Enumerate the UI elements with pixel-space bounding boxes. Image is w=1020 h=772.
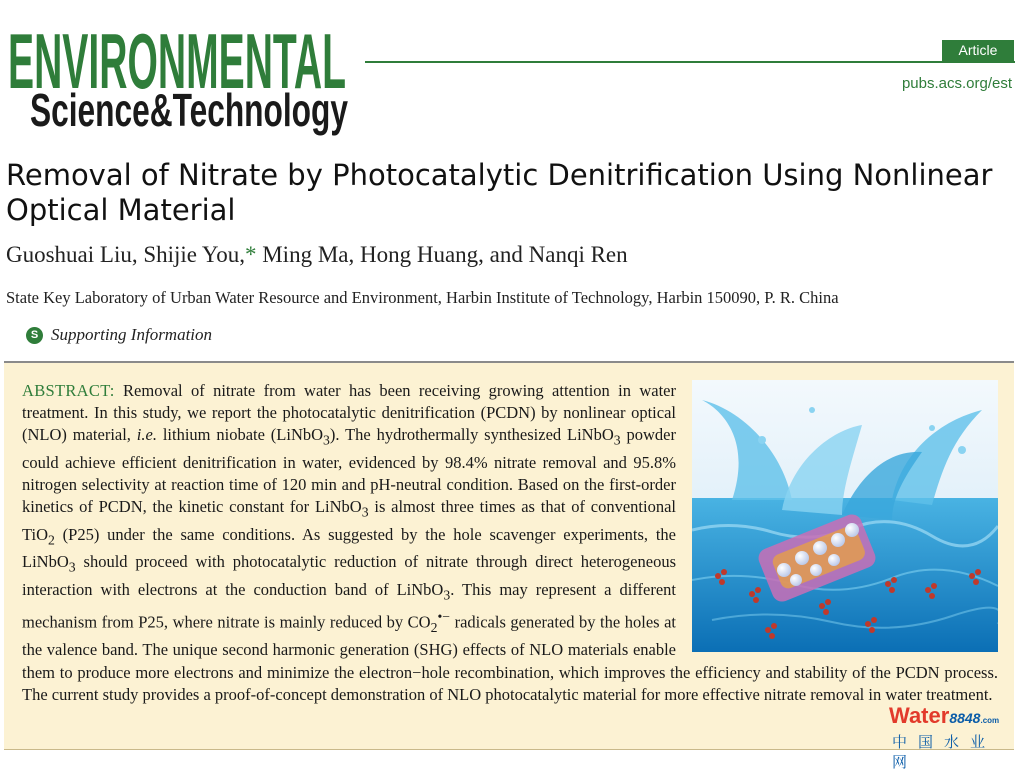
- abstract-segment: ). The hydrothermally synthesized LiNbO: [329, 425, 614, 445]
- watermark-domain: .com: [980, 716, 1000, 725]
- affiliation: State Key Laboratory of Urban Water Resource and Environment, Harbin Institute of Technology, Harbin 150090, P. R. China: [6, 288, 839, 307]
- abstract-segment: Removal of nitrate from water has been receiving growing attention in water treatment. In this study, we report the photocatalytic denitrification (PCDN) by nonlinear optical (NLO) material,: [22, 381, 676, 445]
- watermark-chinese: 中国水业网: [892, 733, 997, 771]
- logo-science-technology: Science&Technology: [30, 84, 349, 136]
- authors-part-1: Guoshuai Liu, Shijie You,: [6, 242, 245, 267]
- authors-part-2: Ming Ma, Hong Huang, and Nanqi Ren: [256, 242, 628, 267]
- subscript-3: 3: [361, 504, 369, 520]
- abstract-segment: (P25) under the same conditions. As suggested by the hole scavenger experiments, the LiNbO: [22, 524, 676, 572]
- subscript-3: 3: [613, 432, 621, 448]
- watermark-brand: Water: [889, 703, 950, 728]
- subscript-3: 3: [68, 559, 76, 575]
- watermark-logo: [889, 703, 1013, 771]
- abstract-box: [4, 361, 1014, 750]
- subscript-3: 3: [443, 587, 451, 603]
- journal-logo: [6, 4, 351, 139]
- supporting-information-link[interactable]: [26, 323, 212, 347]
- subscript-2: 2: [430, 620, 438, 636]
- author-list: [6, 242, 628, 268]
- abstract-segment: should proceed with photocatalytic reduction of nitrate through direct heterogeneous interaction with electrons at the conduction band of LiNbO: [22, 552, 676, 599]
- abstract-segment: . This may represent a different mechanism from P25, where nitrate is mainly reduced by CO: [22, 579, 676, 632]
- radical-superscript: •−: [437, 609, 451, 625]
- abstract-segment: is almost three times as that of conventional TiO: [22, 497, 677, 544]
- abstract-segment: lithium niobate (LiNbO: [156, 425, 324, 445]
- subscript-3: 3: [323, 432, 330, 448]
- watermark-number: 8848: [949, 710, 981, 726]
- abstract-heading: ABSTRACT:: [22, 381, 115, 400]
- subscript-2: 2: [48, 532, 55, 548]
- abstract-text: [22, 380, 998, 706]
- abstract-ie: i.e.: [136, 425, 157, 445]
- supporting-info-icon: S: [26, 327, 43, 344]
- abstract-segment: radicals generated by the holes at the valence band. The unique second harmonic generation (SHG) effects of NLO materials enable them to produce more electrons and minimize the electron−hole recombination, which improves the efficiency and stability of the PCDN process. The current study provides a proof-of-concept demonstration of NLO photocatalytic material for more effective nitrate removal in water treatment.: [22, 612, 998, 704]
- abstract-segment: powder could achieve efficient denitrification in water, evidenced by 98.4% nitrate removal and 95.8% nitrogen selectivity at reaction time of 120 min and pH-neutral condition. Based on the first-order kinetics of PCDN, the kinetic constant for LiNbO: [22, 425, 676, 517]
- header-rule: [365, 61, 1015, 63]
- supporting-info-label: Supporting Information: [51, 325, 213, 344]
- corresponding-author-link[interactable]: *: [244, 242, 257, 267]
- toc-graphic: [692, 380, 998, 652]
- article-type-badge: Article: [942, 40, 1014, 61]
- article-title: Removal of Nitrate by Photocatalytic Denitrification Using Nonlinear Optical Material: [6, 158, 993, 227]
- logo-environmental: ENVIRONMENTAL: [8, 17, 346, 105]
- journal-url-link[interactable]: pubs.acs.org/est: [901, 75, 1012, 92]
